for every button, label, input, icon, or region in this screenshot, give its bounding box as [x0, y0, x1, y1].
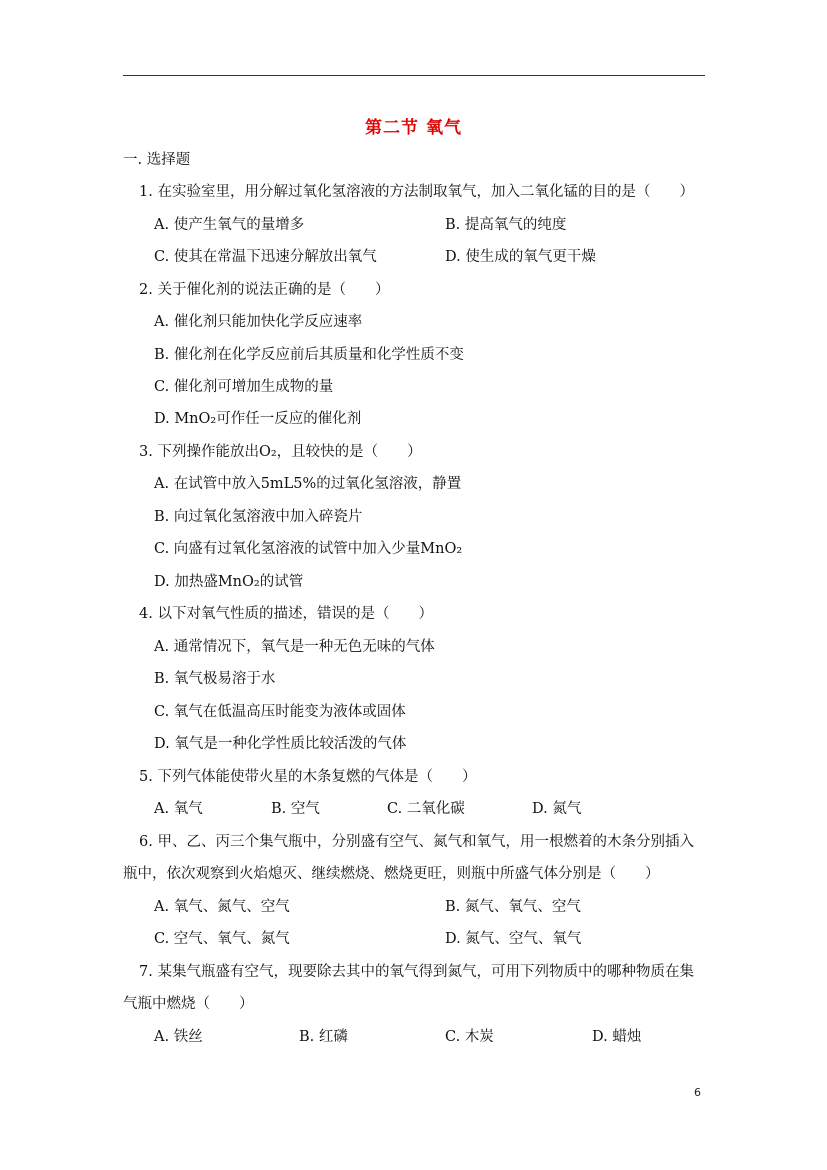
- question-4-option-d: D. 氧气是一种化学性质比较活泼的气体: [154, 736, 407, 752]
- question-3-option-b: B. 向过氧化氢溶液中加入碎瓷片: [154, 509, 363, 525]
- question-1-option-d: D. 使生成的氧气更干燥: [445, 249, 596, 265]
- question-5-option-c: C. 二氧化碳: [387, 801, 465, 817]
- question-1-option-b: B. 提高氧气的纯度: [445, 217, 567, 233]
- question-2-stem: 2. 关于催化剂的说法正确的是（ ）: [139, 282, 390, 298]
- question-2-option-a: A. 催化剂只能加快化学反应速率: [154, 314, 363, 330]
- question-6-option-c: C. 空气、氧气、氮气: [154, 931, 290, 947]
- question-5-option-b: B. 空气: [271, 801, 320, 817]
- question-3-option-c: C. 向盛有过氧化氢溶液的试管中加入少量MnO₂: [154, 541, 463, 557]
- question-3-option-a: A. 在试管中放入5mL5%的过氧化氢溶液，静置: [154, 476, 462, 492]
- question-4-stem: 4. 以下对氧气性质的描述，错误的是（ ）: [139, 606, 433, 622]
- question-5-stem: 5. 下列气体能使带火星的木条复燃的气体是（ ）: [139, 769, 477, 785]
- question-5-option-a: A. 氧气: [154, 801, 203, 817]
- question-6-option-a: A. 氧气、氮气、空气: [154, 899, 290, 915]
- question-1-option-a: A. 使产生氧气的量增多: [154, 217, 305, 233]
- question-2-option-c: C. 催化剂可增加生成物的量: [154, 379, 334, 395]
- question-6-option-d: D. 氮气、空气、氧气: [445, 931, 582, 947]
- question-1-option-c: C. 使其在常温下迅速分解放出氧气: [154, 249, 377, 265]
- question-3-stem: 3. 下列操作能放出O₂，且较快的是（ ）: [139, 444, 422, 460]
- question-1-stem: 1. 在实验室里，用分解过氧化氢溶液的方法制取氧气，加入二氧化锰的目的是（ ）: [139, 184, 694, 200]
- question-4-option-b: B. 氧气极易溶于水: [154, 671, 276, 687]
- question-2-option-d: D. MnO₂可作任一反应的催化剂: [154, 411, 362, 427]
- question-2-option-b: B. 催化剂在化学反应前后其质量和化学性质不变: [154, 347, 464, 363]
- header-rule: [123, 75, 705, 76]
- page-number: 6: [694, 1086, 701, 1099]
- question-4-option-c: C. 氧气在低温高压时能变为液体或固体: [154, 704, 406, 720]
- question-7-option-d: D. 蜡烛: [592, 1029, 642, 1045]
- question-7-option-b: B. 红磷: [299, 1029, 348, 1045]
- question-5-option-d: D. 氮气: [532, 801, 582, 817]
- question-6-stem-line-1: 6. 甲、乙、丙三个集气瓶中，分别盛有空气、氮气和氧气，用一根燃着的木条分别插入: [139, 834, 694, 850]
- question-7-stem-line-2: 气瓶中燃烧（ ）: [123, 996, 254, 1012]
- question-7-option-a: A. 铁丝: [154, 1029, 203, 1045]
- question-6-option-b: B. 氮气、氧气、空气: [445, 899, 581, 915]
- question-3-option-d: D. 加热盛MnO₂的试管: [154, 574, 304, 590]
- question-6-stem-line-2: 瓶中，依次观察到火焰熄灭、继续燃烧、燃烧更旺，则瓶中所盛气体分别是（ ）: [123, 866, 660, 882]
- question-7-option-c: C. 木炭: [445, 1029, 494, 1045]
- section-heading: 一. 选择题: [123, 152, 191, 168]
- page-title: 第二节 氧气: [365, 118, 462, 138]
- question-4-option-a: A. 通常情况下，氧气是一种无色无味的气体: [154, 639, 435, 655]
- question-7-stem-line-1: 7. 某集气瓶盛有空气，现要除去其中的氧气得到氮气，可用下列物质中的哪种物质在集: [139, 964, 694, 980]
